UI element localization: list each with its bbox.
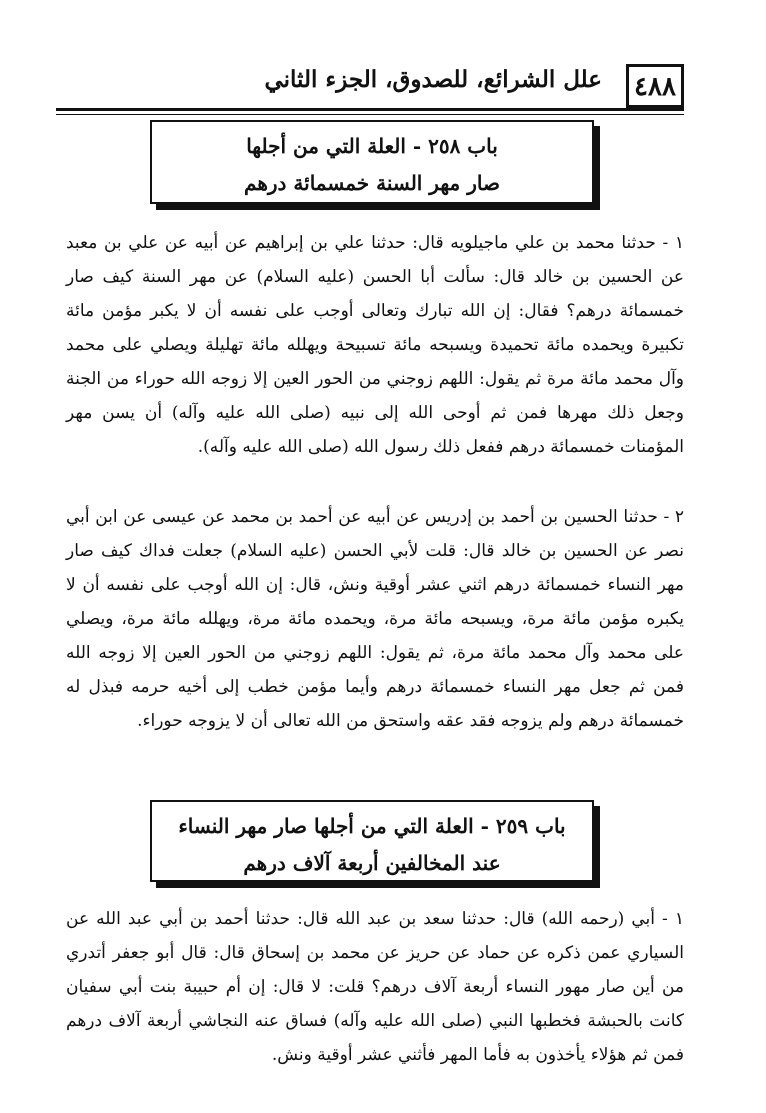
chapter-heading-line: باب ٢٥٩ - العلة التي من أجلها صار مهر النساء bbox=[178, 814, 566, 838]
header-rule bbox=[56, 108, 684, 111]
chapter-heading-line: باب ٢٥٨ - العلة التي من أجلها bbox=[246, 134, 498, 158]
hadith-paragraph: ١ - حدثنا محمد بن علي ماجيلويه قال: حدثنا علي بن إبراهيم عن أبيه عن علي بن معبد عن الحسين بن خالد قال: سألت أبا الحسن (عليه السلام) عن مهر السنة كيف صار خمسمائة درهم؟ فقال: إن الله تبارك وتعالى أوجب على نفسه أن لا يكبر مؤمن مائة تكبيرة ويحمده مائة تحميدة ويسبحه مائة تسبيحة ويهلله مائة تهليلة ويصلي على محمد وآل محمد مائة مرة ثم يقول: اللهم زوجني من الحور العين إلا زوجه الله حوراء من الجنة وجعل ذلك مهرها فمن ثم أوحى الله إلى نبيه (صلى الله عليه وآله) أن يسن مهر المؤمنات خمسمائة درهم ففعل ذلك رسول الله (صلى الله عليه وآله). bbox=[66, 233, 684, 457]
hadith-paragraph: ١ - أبي (رحمه الله) قال: حدثنا سعد بن عبد الله قال: حدثنا أحمد بن أبي عبد الله عن السياري عمن ذكره عن حماد عن حريز عن محمد بن إسحاق قال: قال أبو جعفر أتدري من أين صار مهور النساء أربعة آلاف درهم؟ قلت: لا قال: إن أم حبيبة بنت أبي سفيان كانت بالحبشة فخطبها النبي (صلى الله عليه وآله) فساق عنه النجاشي أربعة آلاف درهم فمن ثم هؤلاء يأخذون به فأما المهر فأثني عشر أوقية ونش. bbox=[66, 909, 684, 1065]
hadith-paragraph: ٢ - حدثنا الحسين بن أحمد بن إدريس عن أبيه عن أحمد بن محمد عن عيسى عن ابن أبي نصر عن الحسين بن خالد قال: قلت لأبي الحسن (عليه السلام) جعلت فداك كيف صار مهر النساء خمسمائة درهم اثني عشر أوقية ونش، قال: إن الله أوجب على نفسه أن لا يكبره مؤمن مائة مرة، ويسبحه مائة مرة، ويحمده مائة مرة، ويهلله مائة مرة، ويصلي على محمد وآل محمد مائة مرة، ثم يقول: اللهم زوجني من الحور العين إلا زوجه الله فمن ثم جعل مهر النساء خمسمائة درهم وأيما مؤمن خطب إلى أخيه حرمه فبذل له خمسمائة درهم ولم يزوجه فقد عقه واستحق من الله تعالى أن لا يزوجه حوراء. bbox=[66, 507, 684, 731]
header-rule-thin bbox=[56, 114, 684, 115]
running-title: علل الشرائع، للصدوق، الجزء الثاني bbox=[264, 66, 602, 93]
chapter-heading-259 bbox=[150, 800, 594, 882]
page-number: ٤٨٨ bbox=[626, 64, 684, 108]
chapter-heading-line: صار مهر السنة خمسمائة درهم bbox=[244, 171, 500, 195]
chapter-heading-line: عند المخالفين أربعة آلاف درهم bbox=[243, 851, 501, 875]
page-header bbox=[56, 64, 684, 114]
chapter-heading-258 bbox=[150, 120, 594, 204]
